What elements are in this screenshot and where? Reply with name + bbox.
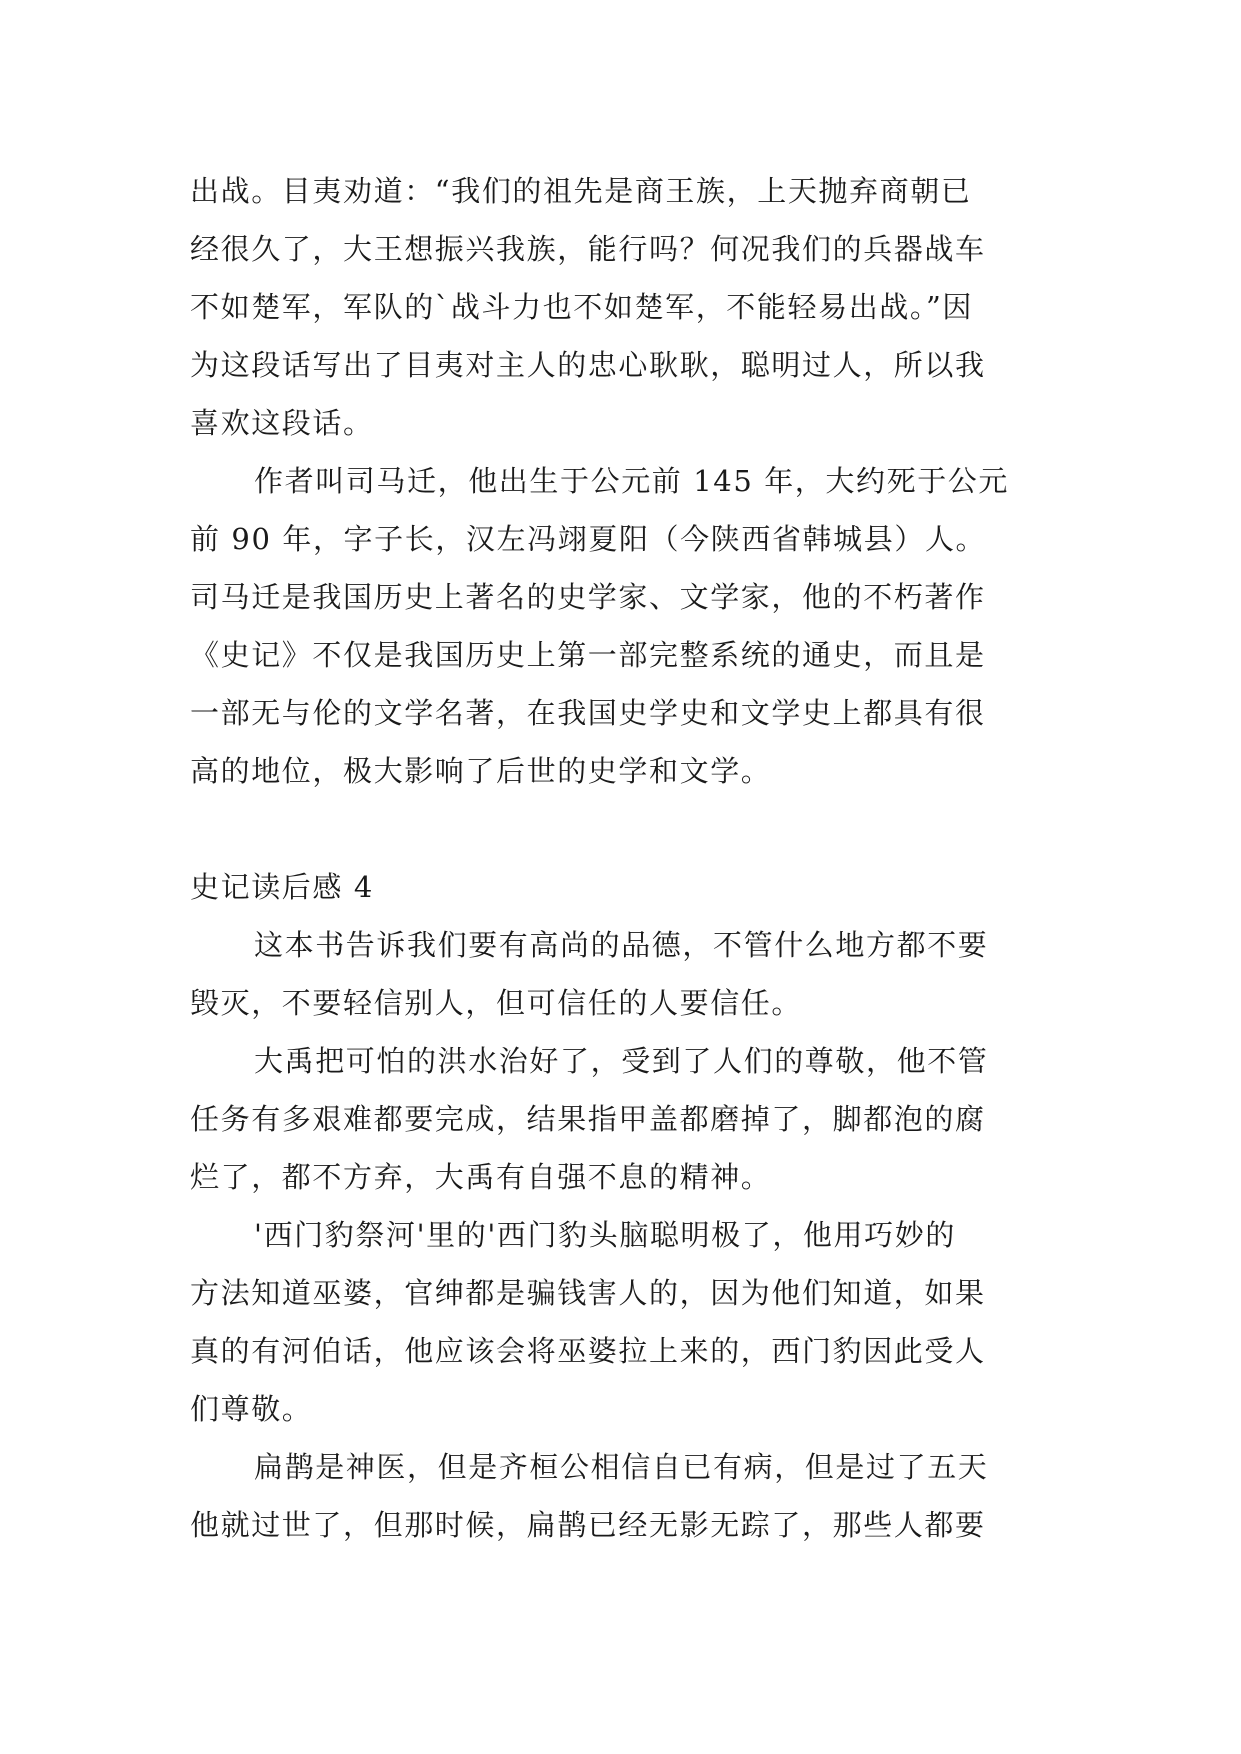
text-line: 他就过世了，但那时候，扁鹊已经无影无踪了，那些人都要	[190, 1508, 986, 1542]
text-line: 前 90 年，字子长，汉左冯翊夏阳（今陕西省韩城县）人。	[190, 522, 987, 556]
text-line: 真的有河伯话，他应该会将巫婆拉上来的，西门豹因此受人	[190, 1334, 986, 1368]
text-line: 任务有多艰难都要完成，结果指甲盖都磨掉了，脚都泡的腐	[190, 1102, 986, 1136]
text-line: 烂了，都不方弃，大禹有自强不息的精神。	[190, 1160, 772, 1194]
section-title: 史记读后感 4	[190, 870, 374, 904]
section-spacer	[190, 800, 1050, 858]
paragraph-1	[190, 162, 1050, 452]
text-line: 高的地位，极大影响了后世的史学和文学。	[190, 754, 772, 788]
text-line: 《史记》不仅是我国历史上第一部完整系统的通史，而且是	[190, 638, 986, 672]
paragraph-2	[190, 452, 1050, 800]
paragraph-6	[190, 1438, 1050, 1554]
document-page	[190, 162, 1050, 1554]
text-line: 扁鹊是神医，但是齐桓公相信自已有病，但是过了五天	[254, 1450, 989, 1484]
paragraph-3	[190, 916, 1050, 1032]
paragraph-5	[190, 1206, 1050, 1438]
text-line: 不如楚军，军队的`战斗力也不如楚军，不能轻易出战。”因	[190, 290, 974, 324]
text-line: 这本书告诉我们要有高尚的品德，不管什么地方都不要	[254, 928, 989, 962]
text-line: 方法知道巫婆，官绅都是骗钱害人的，因为他们知道，如果	[190, 1276, 986, 1310]
text-line: 们尊敬。	[190, 1392, 313, 1426]
text-line: 司马迁是我国历史上著名的史学家、文学家，他的不朽著作	[190, 580, 986, 614]
text-line: '西门豹祭河'里的'西门豹头脑聪明极了，他用巧妙的	[254, 1218, 956, 1252]
text-line: 出战。目夷劝道：“我们的祖先是商王族，上天抛弃商朝已	[190, 174, 972, 208]
text-line: 喜欢这段话。	[190, 406, 374, 440]
text-line: 作者叫司马迁，他出生于公元前 145 年，大约死于公元	[254, 464, 1009, 498]
text-line: 经很久了，大王想振兴我族，能行吗？何况我们的兵器战车	[190, 232, 986, 266]
paragraph-4	[190, 1032, 1050, 1206]
text-line: 为这段话写出了目夷对主人的忠心耿耿，聪明过人，所以我	[190, 348, 986, 382]
text-line: 一部无与伦的文学名著，在我国史学史和文学史上都具有很	[190, 696, 986, 730]
text-line: 大禹把可怕的洪水治好了，受到了人们的尊敬，他不管	[254, 1044, 989, 1078]
text-line: 毁灭，不要轻信别人，但可信任的人要信任。	[190, 986, 803, 1020]
